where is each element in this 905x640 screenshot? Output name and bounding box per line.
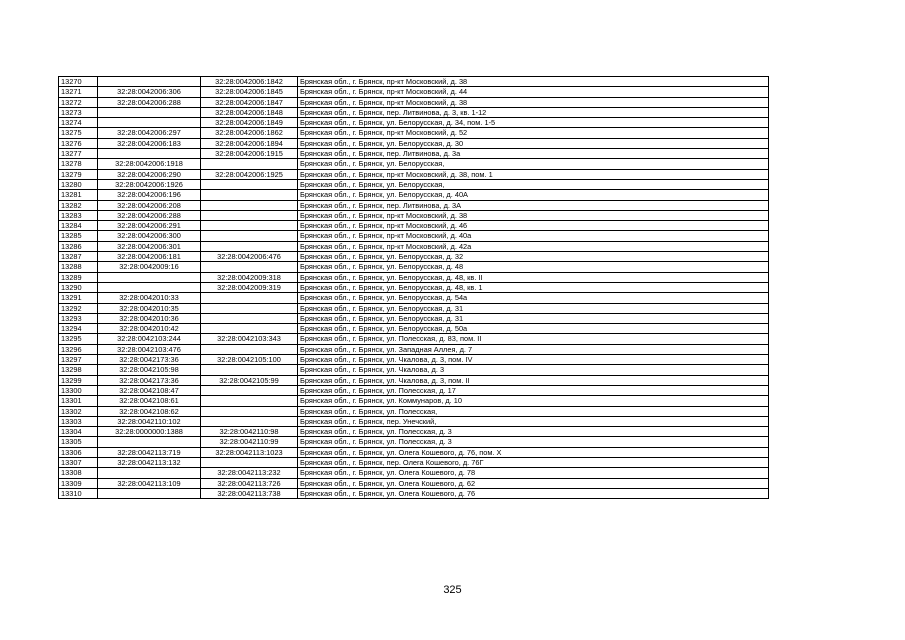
table-row xyxy=(59,210,769,220)
object-number-cell xyxy=(201,221,298,231)
row-number-cell: 13275 xyxy=(59,128,98,138)
cadastral-number-cell: 32:28:0042108:62 xyxy=(98,406,201,416)
cadastral-number-cell: 32:28:0042113:132 xyxy=(98,457,201,467)
object-number-cell: 32:28:0042113:1023 xyxy=(201,447,298,457)
address-cell: Брянская обл., г. Брянск, пр-кт Московский, д. 46 xyxy=(298,221,769,231)
object-number-cell: 32:28:0042105:100 xyxy=(201,355,298,365)
address-cell: Брянская обл., г. Брянск, ул. Белорусская, д. 54а xyxy=(298,293,769,303)
row-number-cell: 13300 xyxy=(59,385,98,395)
table-row xyxy=(59,324,769,334)
table-row xyxy=(59,334,769,344)
object-number-cell xyxy=(201,241,298,251)
row-number-cell: 13296 xyxy=(59,344,98,354)
row-number-cell: 13282 xyxy=(59,200,98,210)
cadastral-number-cell: 32:28:0042006:196 xyxy=(98,190,201,200)
cadastral-number-cell: 32:28:0000000:1388 xyxy=(98,427,201,437)
object-number-cell: 32:28:0042113:232 xyxy=(201,468,298,478)
table-row xyxy=(59,488,769,498)
cadastral-number-cell: 32:28:0042010:42 xyxy=(98,324,201,334)
table-row xyxy=(59,365,769,375)
row-number-cell: 13292 xyxy=(59,303,98,313)
cadastral-number-cell: 32:28:0042006:301 xyxy=(98,241,201,251)
row-number-cell: 13309 xyxy=(59,478,98,488)
address-cell: Брянская обл., г. Брянск, ул. Полесская, д. 3 xyxy=(298,427,769,437)
table-row xyxy=(59,241,769,251)
row-number-cell: 13287 xyxy=(59,252,98,262)
row-number-cell: 13293 xyxy=(59,313,98,323)
object-number-cell: 32:28:0042113:726 xyxy=(201,478,298,488)
object-number-cell xyxy=(201,231,298,241)
table-row xyxy=(59,385,769,395)
address-cell: Брянская обл., г. Брянск, ул. Коммунаров, д. 10 xyxy=(298,396,769,406)
object-number-cell: 32:28:0042006:476 xyxy=(201,252,298,262)
row-number-cell: 13298 xyxy=(59,365,98,375)
address-cell: Брянская обл., г. Брянск, ул. Белорусская, д. 30 xyxy=(298,138,769,148)
object-number-cell xyxy=(201,303,298,313)
object-number-cell xyxy=(201,200,298,210)
cadastral-number-cell: 32:28:0042006:208 xyxy=(98,200,201,210)
cadastral-number-cell xyxy=(98,118,201,128)
address-cell: Брянская обл., г. Брянск, ул. Белорусская, д. 48 xyxy=(298,262,769,272)
object-number-cell xyxy=(201,385,298,395)
cadastral-number-cell: 32:28:0042173:36 xyxy=(98,355,201,365)
object-number-cell xyxy=(201,406,298,416)
object-number-cell xyxy=(201,262,298,272)
table-row xyxy=(59,77,769,87)
row-number-cell: 13281 xyxy=(59,190,98,200)
address-cell: Брянская обл., г. Брянск, ул. Полесская, д. 17 xyxy=(298,385,769,395)
row-number-cell: 13288 xyxy=(59,262,98,272)
cadastral-number-cell: 32:28:0042103:244 xyxy=(98,334,201,344)
cadastral-number-cell: 32:28:0042113:109 xyxy=(98,478,201,488)
table-row xyxy=(59,437,769,447)
cadastral-number-cell xyxy=(98,77,201,87)
address-cell: Брянская обл., г. Брянск, ул. Чкалова, д. 3, пом. IV xyxy=(298,355,769,365)
table-row xyxy=(59,457,769,467)
address-cell: Брянская обл., г. Брянск, ул. Белорусская, д. 32 xyxy=(298,252,769,262)
table-row xyxy=(59,159,769,169)
row-number-cell: 13289 xyxy=(59,272,98,282)
property-table-body xyxy=(59,77,769,499)
cadastral-number-cell: 32:28:0042108:47 xyxy=(98,385,201,395)
row-number-cell: 13283 xyxy=(59,210,98,220)
cadastral-number-cell: 32:28:0042006:300 xyxy=(98,231,201,241)
object-number-cell: 32:28:0042006:1925 xyxy=(201,169,298,179)
address-cell: Брянская обл., г. Брянск, ул. Белорусская, д. 31 xyxy=(298,303,769,313)
object-number-cell xyxy=(201,457,298,467)
address-cell: Брянская обл., г. Брянск, пер. Литвинова, д. 3, кв. 1-12 xyxy=(298,107,769,117)
row-number-cell: 13274 xyxy=(59,118,98,128)
table-row xyxy=(59,179,769,189)
cadastral-number-cell: 32:28:0042006:288 xyxy=(98,210,201,220)
address-cell: Брянская обл., г. Брянск, ул. Белорусская, д. 48, кв. 1 xyxy=(298,282,769,292)
row-number-cell: 13304 xyxy=(59,427,98,437)
row-number-cell: 13299 xyxy=(59,375,98,385)
row-number-cell: 13307 xyxy=(59,457,98,467)
cadastral-number-cell: 32:28:0042006:306 xyxy=(98,87,201,97)
cadastral-number-cell: 32:28:0042006:288 xyxy=(98,97,201,107)
cadastral-number-cell: 32:28:0042006:297 xyxy=(98,128,201,138)
table-row xyxy=(59,478,769,488)
address-cell: Брянская обл., г. Брянск, ул. Чкалова, д. 3, пом. II xyxy=(298,375,769,385)
cadastral-number-cell xyxy=(98,282,201,292)
row-number-cell: 13301 xyxy=(59,396,98,406)
cadastral-number-cell xyxy=(98,468,201,478)
address-cell: Брянская обл., г. Брянск, ул. Олега Кошевого, д. 76, пом. X xyxy=(298,447,769,457)
address-cell: Брянская обл., г. Брянск, ул. Белорусская, д. 31 xyxy=(298,313,769,323)
address-cell: Брянская обл., г. Брянск, ул. Олега Кошевого, д. 76 xyxy=(298,488,769,498)
row-number-cell: 13290 xyxy=(59,282,98,292)
row-number-cell: 13310 xyxy=(59,488,98,498)
address-cell: Брянская обл., г. Брянск, пр-кт Московский, д. 38 xyxy=(298,97,769,107)
object-number-cell xyxy=(201,293,298,303)
table-row xyxy=(59,118,769,128)
table-row xyxy=(59,138,769,148)
cadastral-number-cell: 32:28:0042006:183 xyxy=(98,138,201,148)
address-cell: Брянская обл., г. Брянск, ул. Олега Кошевого, д. 78 xyxy=(298,468,769,478)
address-cell: Брянская обл., г. Брянск, ул. Полесская, д. 3 xyxy=(298,437,769,447)
cadastral-number-cell: 32:28:0042110:102 xyxy=(98,416,201,426)
table-row xyxy=(59,87,769,97)
address-cell: Брянская обл., г. Брянск, ул. Белорусская, д. 50а xyxy=(298,324,769,334)
row-number-cell: 13273 xyxy=(59,107,98,117)
object-number-cell xyxy=(201,313,298,323)
object-number-cell: 32:28:0042009:318 xyxy=(201,272,298,282)
cadastral-number-cell: 32:28:0042173:36 xyxy=(98,375,201,385)
object-number-cell: 32:28:0042006:1848 xyxy=(201,107,298,117)
cadastral-number-cell xyxy=(98,437,201,447)
object-number-cell xyxy=(201,210,298,220)
cadastral-number-cell: 32:28:0042006:181 xyxy=(98,252,201,262)
table-row xyxy=(59,427,769,437)
table-row xyxy=(59,149,769,159)
object-number-cell xyxy=(201,179,298,189)
table-row xyxy=(59,252,769,262)
row-number-cell: 13271 xyxy=(59,87,98,97)
address-cell: Брянская обл., г. Брянск, ул. Белорусская, д. 40А xyxy=(298,190,769,200)
address-cell: Брянская обл., г. Брянск, ул. Полесская, xyxy=(298,406,769,416)
object-number-cell: 32:28:0042006:1894 xyxy=(201,138,298,148)
row-number-cell: 13308 xyxy=(59,468,98,478)
cadastral-number-cell: 32:28:0042010:35 xyxy=(98,303,201,313)
cadastral-number-cell xyxy=(98,107,201,117)
row-number-cell: 13270 xyxy=(59,77,98,87)
table-row xyxy=(59,375,769,385)
object-number-cell: 32:28:0042110:98 xyxy=(201,427,298,437)
cadastral-number-cell: 32:28:0042010:36 xyxy=(98,313,201,323)
table-row xyxy=(59,396,769,406)
object-number-cell: 32:28:0042009:319 xyxy=(201,282,298,292)
cadastral-number-cell: 32:28:0042006:1918 xyxy=(98,159,201,169)
object-number-cell: 32:28:0042113:738 xyxy=(201,488,298,498)
address-cell: Брянская обл., г. Брянск, пр-кт Московский, д. 38 xyxy=(298,210,769,220)
cadastral-number-cell xyxy=(98,488,201,498)
table-row xyxy=(59,303,769,313)
object-number-cell: 32:28:0042006:1849 xyxy=(201,118,298,128)
address-cell: Брянская обл., г. Брянск, пр-кт Московский, д. 42а xyxy=(298,241,769,251)
address-cell: Брянская обл., г. Брянск, пр-кт Московский, д. 52 xyxy=(298,128,769,138)
row-number-cell: 13286 xyxy=(59,241,98,251)
address-cell: Брянская обл., г. Брянск, ул. Белорусская, д. 34, пом. 1-5 xyxy=(298,118,769,128)
address-cell: Брянская обл., г. Брянск, пер. Унечский, xyxy=(298,416,769,426)
object-number-cell: 32:28:0042105:99 xyxy=(201,375,298,385)
table-row xyxy=(59,293,769,303)
address-cell: Брянская обл., г. Брянск, пр-кт Московский, д. 38, пом. 1 xyxy=(298,169,769,179)
cadastral-number-cell: 32:28:0042108:61 xyxy=(98,396,201,406)
table-row xyxy=(59,344,769,354)
cadastral-number-cell: 32:28:0042009:16 xyxy=(98,262,201,272)
cadastral-number-cell: 32:28:0042006:291 xyxy=(98,221,201,231)
cadastral-number-cell: 32:28:0042113:719 xyxy=(98,447,201,457)
object-number-cell xyxy=(201,396,298,406)
row-number-cell: 13291 xyxy=(59,293,98,303)
object-number-cell: 32:28:0042006:1842 xyxy=(201,77,298,87)
address-cell: Брянская обл., г. Брянск, ул. Белорусская, xyxy=(298,179,769,189)
object-number-cell: 32:28:0042006:1845 xyxy=(201,87,298,97)
row-number-cell: 13297 xyxy=(59,355,98,365)
table-row xyxy=(59,169,769,179)
object-number-cell xyxy=(201,365,298,375)
table-row xyxy=(59,221,769,231)
row-number-cell: 13294 xyxy=(59,324,98,334)
row-number-cell: 13276 xyxy=(59,138,98,148)
object-number-cell: 32:28:0042006:1915 xyxy=(201,149,298,159)
object-number-cell xyxy=(201,324,298,334)
cadastral-number-cell: 32:28:0042006:290 xyxy=(98,169,201,179)
table-row xyxy=(59,97,769,107)
object-number-cell xyxy=(201,344,298,354)
cadastral-number-cell: 32:28:0042105:98 xyxy=(98,365,201,375)
address-cell: Брянская обл., г. Брянск, ул. Белорусская, xyxy=(298,159,769,169)
address-cell: Брянская обл., г. Брянск, ул. Белорусская, д. 48, кв. II xyxy=(298,272,769,282)
object-number-cell: 32:28:0042103:343 xyxy=(201,334,298,344)
address-cell: Брянская обл., г. Брянск, ул. Западная Аллея, д. 7 xyxy=(298,344,769,354)
row-number-cell: 13295 xyxy=(59,334,98,344)
object-number-cell xyxy=(201,159,298,169)
address-cell: Брянская обл., г. Брянск, пр-кт Московский, д. 38 xyxy=(298,77,769,87)
table-row xyxy=(59,313,769,323)
table-row xyxy=(59,107,769,117)
table-row xyxy=(59,416,769,426)
address-cell: Брянская обл., г. Брянск, пер. Литвинова, д. 3А xyxy=(298,200,769,210)
row-number-cell: 13284 xyxy=(59,221,98,231)
table-row xyxy=(59,272,769,282)
row-number-cell: 13279 xyxy=(59,169,98,179)
object-number-cell: 32:28:0042006:1862 xyxy=(201,128,298,138)
table-row xyxy=(59,190,769,200)
row-number-cell: 13278 xyxy=(59,159,98,169)
row-number-cell: 13277 xyxy=(59,149,98,159)
row-number-cell: 13285 xyxy=(59,231,98,241)
property-table xyxy=(58,76,769,499)
page-number: 325 xyxy=(443,584,462,596)
object-number-cell: 32:28:0042006:1847 xyxy=(201,97,298,107)
object-number-cell xyxy=(201,190,298,200)
table-row xyxy=(59,262,769,272)
table-row xyxy=(59,355,769,365)
cadastral-number-cell: 32:28:0042006:1926 xyxy=(98,179,201,189)
table-row xyxy=(59,200,769,210)
address-cell: Брянская обл., г. Брянск, ул. Чкалова, д. 3 xyxy=(298,365,769,375)
table-row xyxy=(59,406,769,416)
object-number-cell: 32:28:0042110:99 xyxy=(201,437,298,447)
cadastral-number-cell xyxy=(98,272,201,282)
row-number-cell: 13302 xyxy=(59,406,98,416)
row-number-cell: 13272 xyxy=(59,97,98,107)
table-row xyxy=(59,128,769,138)
address-cell: Брянская обл., г. Брянск, ул. Олега Кошевого, д. 62 xyxy=(298,478,769,488)
row-number-cell: 13306 xyxy=(59,447,98,457)
row-number-cell: 13305 xyxy=(59,437,98,447)
address-cell: Брянская обл., г. Брянск, пр-кт Московский, д. 40а xyxy=(298,231,769,241)
address-cell: Брянская обл., г. Брянск, пр-кт Московский, д. 44 xyxy=(298,87,769,97)
object-number-cell xyxy=(201,416,298,426)
row-number-cell: 13303 xyxy=(59,416,98,426)
address-cell: Брянская обл., г. Брянск, пер. Олега Кошевого, д. 76Г xyxy=(298,457,769,467)
address-cell: Брянская обл., г. Брянск, пер. Литвинова, д. 3а xyxy=(298,149,769,159)
table-row xyxy=(59,282,769,292)
cadastral-number-cell: 32:28:0042103:476 xyxy=(98,344,201,354)
table-row xyxy=(59,231,769,241)
cadastral-number-cell: 32:28:0042010:33 xyxy=(98,293,201,303)
cadastral-number-cell xyxy=(98,149,201,159)
table-row xyxy=(59,468,769,478)
row-number-cell: 13280 xyxy=(59,179,98,189)
address-cell: Брянская обл., г. Брянск, ул. Полесская, д. 83, пом. II xyxy=(298,334,769,344)
table-row xyxy=(59,447,769,457)
